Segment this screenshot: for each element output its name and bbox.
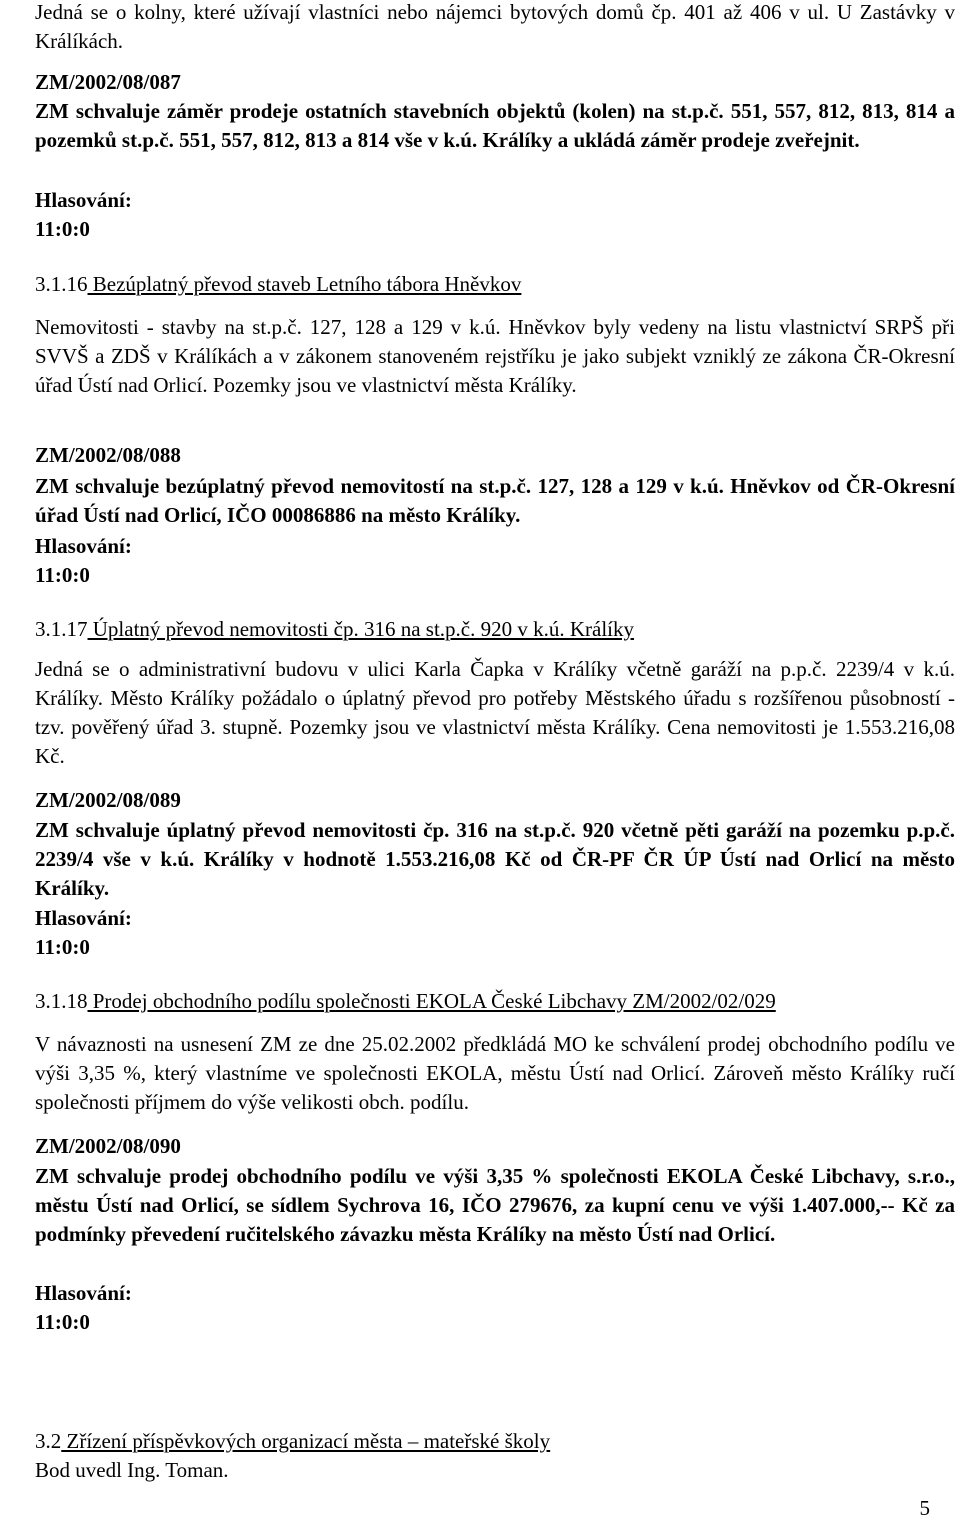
- section-number: 3.2: [35, 1429, 62, 1453]
- section-title: Prodej obchodního podílu společnosti EKOLA České Libchavy ZM/2002/02/029: [87, 989, 776, 1013]
- section-heading-3-1-16: [35, 270, 521, 299]
- vote-label-090: Hlasování:: [35, 1281, 132, 1305]
- vote-label-089: Hlasování:: [35, 906, 132, 930]
- section-number: 3.1.18: [35, 989, 88, 1013]
- section-title: Zřízení příspěvkových organizací města – mateřské školy: [61, 1429, 551, 1453]
- vote-result-090: 11:0:0: [35, 1310, 90, 1334]
- section-heading-3-2: [35, 1427, 550, 1456]
- section-heading-3-1-17: [35, 615, 634, 644]
- section-number: 3.1.16: [35, 272, 88, 296]
- resolution-text-089: ZM schvaluje úplatný převod nemovitosti čp. 316 na st.p.č. 920 včetně pěti garáží na pozemku p.p.č. 2239/4 vše v k.ú. Králíky v hodnotě 1.553.216,08 Kč od ČR-PF ČR ÚP Ústí nad Orlicí na město Králíky.: [35, 818, 955, 900]
- section-body-3-1-17: Jedná se o administrativní budovu v ulici Karla Čapka v Králíky včetně garáží na p.p.č. 2239/4 v k.ú. Králíky. Město Králíky požádalo o úplatný převod pro potřeby Městského úřadu s rozšířenou působností - tzv. pověřený úřad 3. stupně. Pozemky jsou ve vlastnictví města Králíky. Cena nemovitosti je 1.553.216,08 Kč.: [35, 657, 955, 768]
- section-title: Bezúplatný převod staveb Letního tábora Hněvkov: [87, 272, 522, 296]
- resolution-code-087: ZM/2002/08/087: [35, 70, 181, 94]
- vote-label-087: Hlasování:: [35, 188, 132, 212]
- vote-result-089: 11:0:0: [35, 935, 90, 959]
- vote-result-088: 11:0:0: [35, 563, 90, 587]
- intro-paragraph: Jedná se o kolny, které užívají vlastníci nebo nájemci bytových domů čp. 401 až 406 v ul. U Zastávky v Králíkách.: [35, 0, 955, 53]
- section-body-3-1-18: V návaznosti na usnesení ZM ze dne 25.02.2002 předkládá MO ke schválení prodej obchodního podílu ve výši 3,35 %, který vlastníme ve společnosti EKOLA, městu Ústí nad Orlicí. Zároveň město Králíky ručí společnosti příjmem do výše velikosti obch. podílu.: [35, 1032, 955, 1114]
- resolution-code-090: ZM/2002/08/090: [35, 1134, 181, 1158]
- resolution-code-089: ZM/2002/08/089: [35, 788, 181, 812]
- resolution-code-088: ZM/2002/08/088: [35, 443, 181, 467]
- section-title: Úplatný převod nemovitosti čp. 316 na st.p.č. 920 v k.ú. Králíky: [87, 617, 635, 641]
- resolution-text-088: ZM schvaluje bezúplatný převod nemovitostí na st.p.č. 127, 128 a 129 v k.ú. Hněvkov od ČR-Okresní úřad Ústí nad Orlicí, IČO 00086886 na město Králíky.: [35, 474, 955, 527]
- section-number: 3.1.17: [35, 617, 88, 641]
- vote-result-087: 11:0:0: [35, 217, 90, 241]
- section-body-3-2: Bod uvedl Ing. Toman.: [35, 1458, 229, 1482]
- section-body-3-1-16: Nemovitosti - stavby na st.p.č. 127, 128 a 129 v k.ú. Hněvkov byly vedeny na listu vlastnictví SRPŠ při SVVŠ a ZDŠ v Králíkách a v zákonem stanoveném rejstříku je jako subjekt vzniklý ze zákona ČR-Okresní úřad Ústí nad Orlicí. Pozemky jsou ve vlastnictví města Králíky.: [35, 315, 955, 397]
- vote-label-088: Hlasování:: [35, 534, 132, 558]
- resolution-text-090: ZM schvaluje prodej obchodního podílu ve výši 3,35 % společnosti EKOLA České Libchavy, s.r.o., městu Ústí nad Orlicí, se sídlem Sychrova 16, IČO 279676, za kupní cenu ve výši 1.407.000,-- Kč za podmínky převedení ručitelského závazku města Králíky na město Ústí nad Orlicí.: [35, 1164, 955, 1246]
- page-number: 5: [919, 1496, 930, 1520]
- section-heading-3-1-18: [35, 987, 776, 1016]
- resolution-text-087: ZM schvaluje záměr prodeje ostatních stavebních objektů (kolen) na st.p.č. 551, 557, 812, 813, 814 a pozemků st.p.č. 551, 557, 812, 813 a 814 vše v k.ú. Králíky a ukládá záměr prodeje zveřejnit.: [35, 99, 955, 152]
